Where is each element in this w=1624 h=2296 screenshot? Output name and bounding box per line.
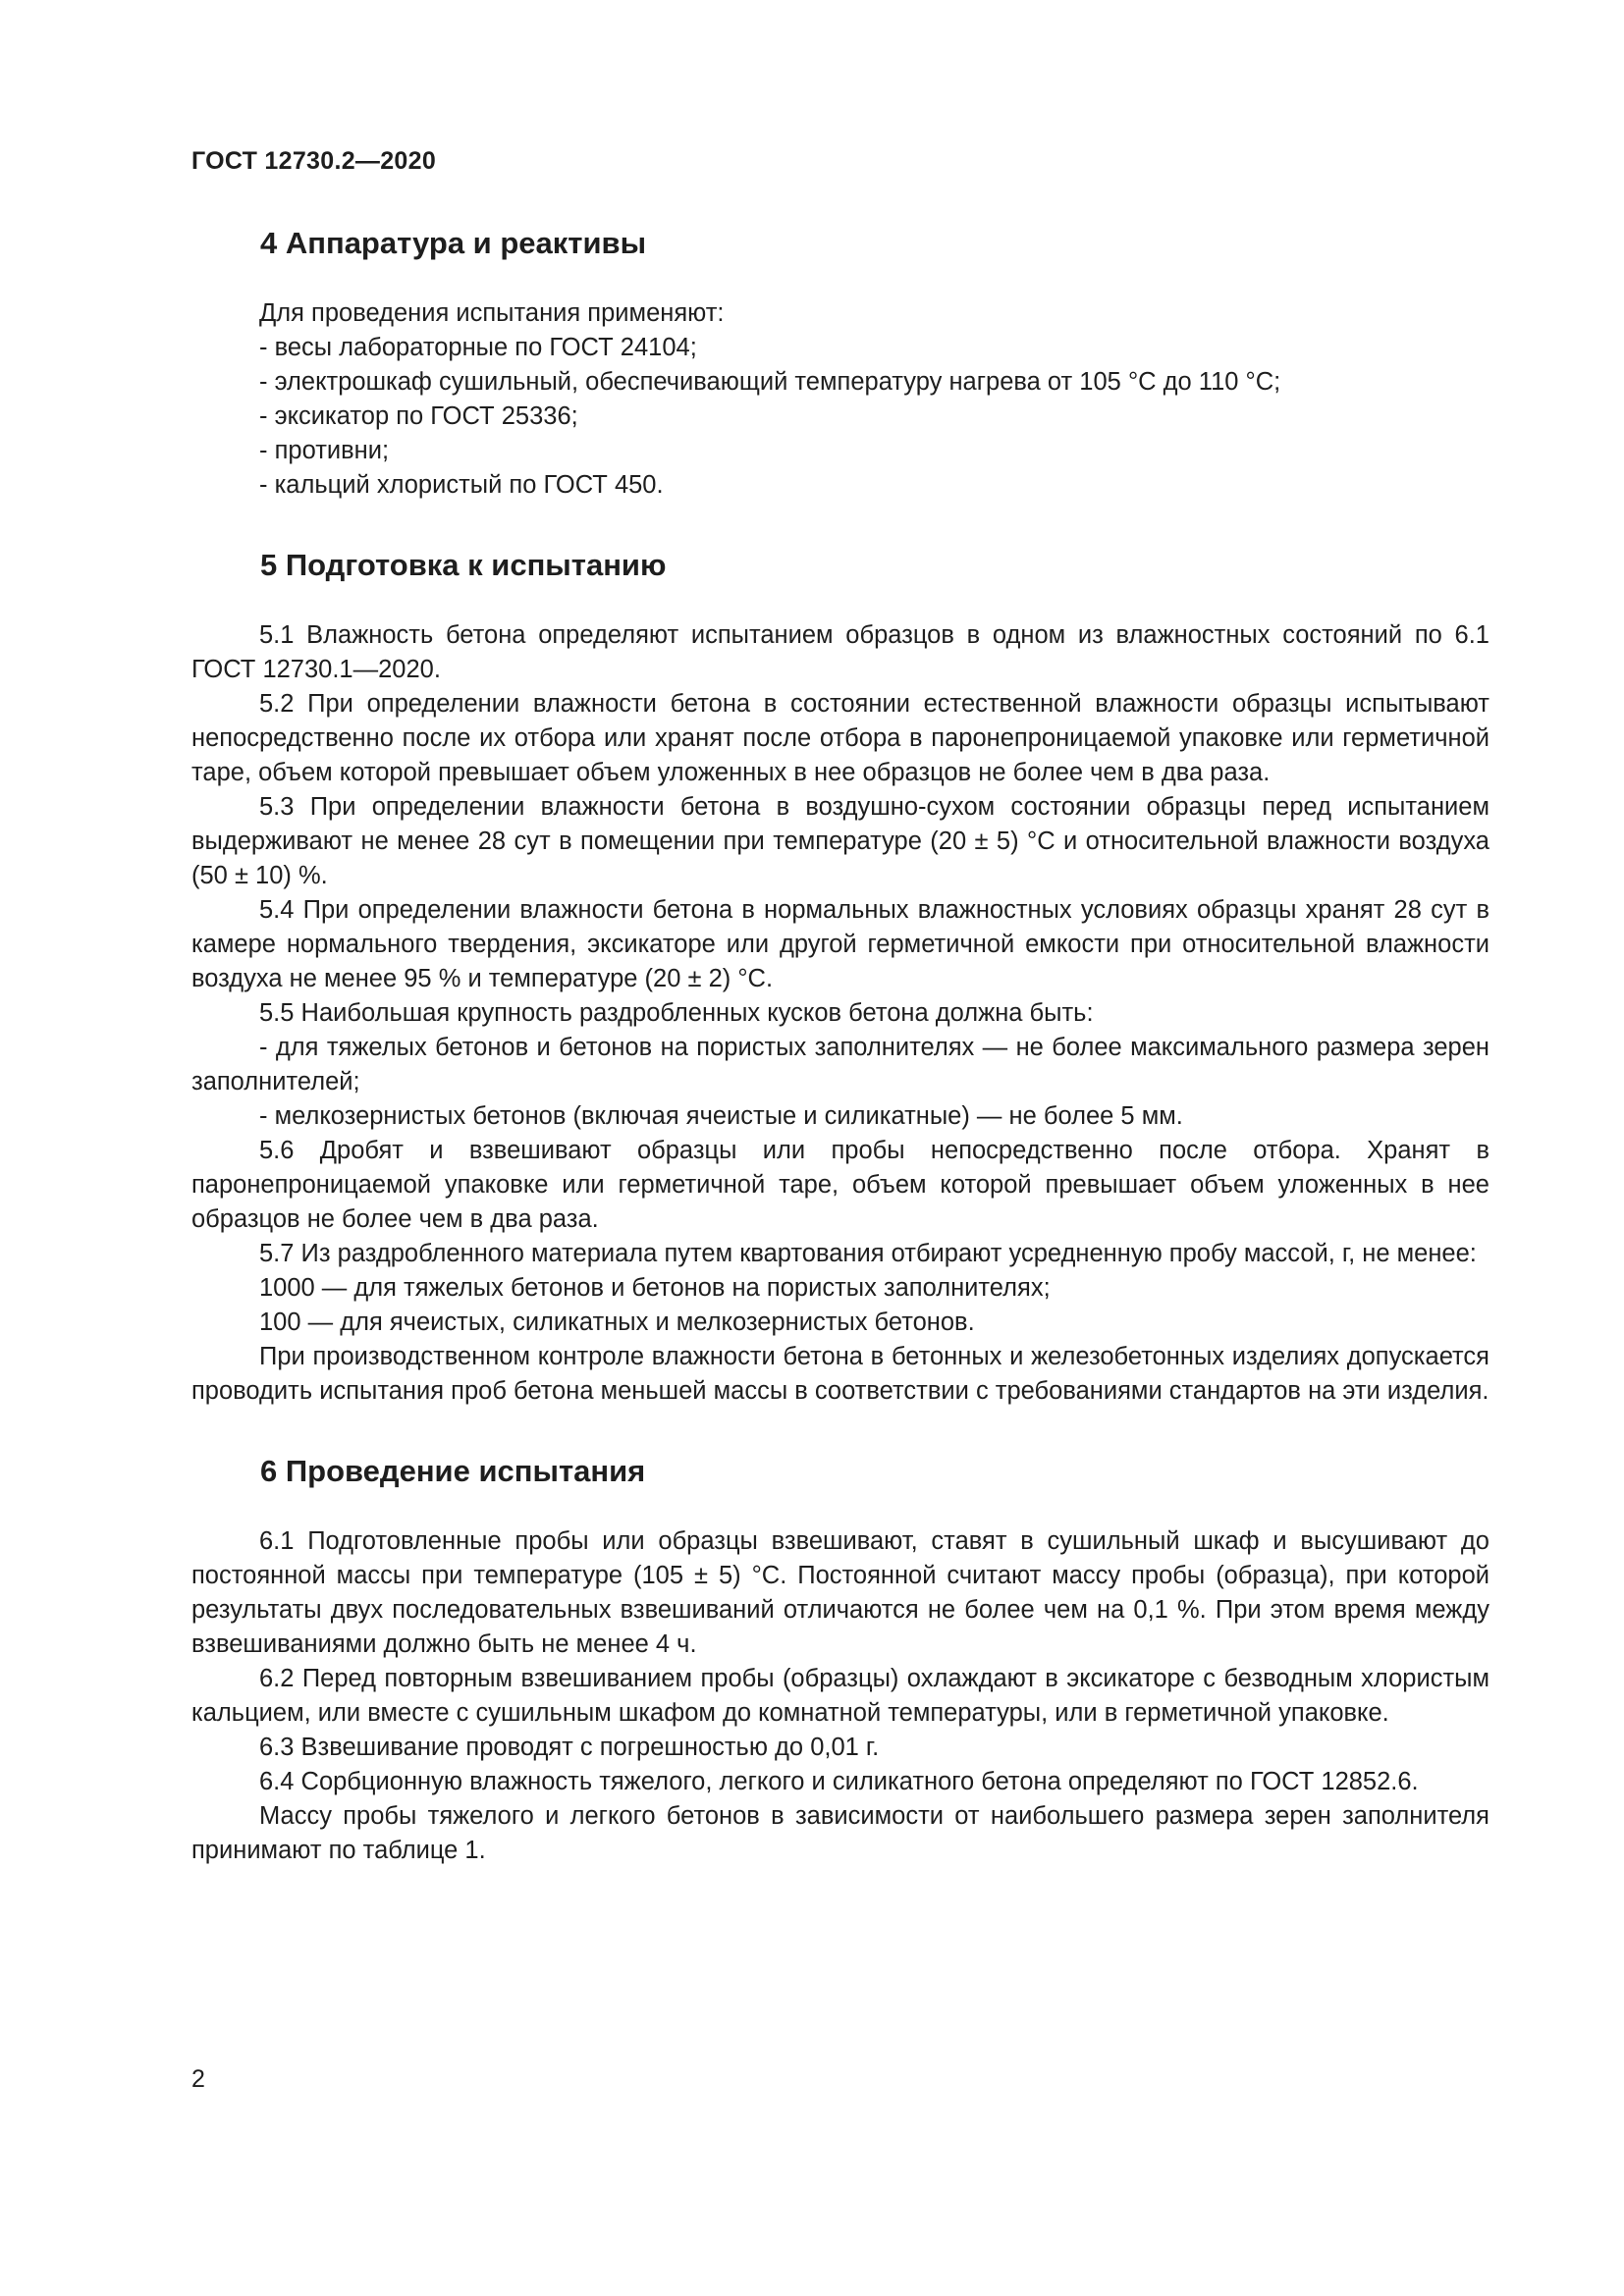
paragraph-5-7-note: При производственном контроле влажности бетона в бетонных и железобетонных изделиях допускается проводить испытания проб бетона меньшей массы в соответствии с требованиями стандартов на эти изделия. <box>191 1343 1489 1405</box>
section-4-item: - противни; <box>259 437 390 464</box>
paragraph-5-5: 5.5 Наибольшая крупность раздробленных кусков бетона должна быть: <box>259 999 1094 1027</box>
paragraph-5-5-item: - для тяжелых бетонов и бетонов на пористых заполнителях — не более максимального размера зерен заполнителей; <box>191 1034 1489 1095</box>
paragraph-6-4-note: Массу пробы тяжелого и легкого бетонов в зависимости от наибольшего размера зерен заполнителя принимают по таблице 1. <box>191 1802 1489 1864</box>
paragraph-6-3: 6.3 Взвешивание проводят с погрешностью до 0,01 г. <box>259 1734 880 1761</box>
document-body <box>191 224 1489 1911</box>
section-5-title: 5 Подготовка к испытанию <box>260 548 667 582</box>
paragraph-5-2: 5.2 При определении влажности бетона в состоянии естественной влажности образцы испытывают непосредственно после их отбора или хранят после отбора в паронепроницаемой упаковке или герметичной таре, объем которой превышает объем уложенных в нее образцов не более чем в два раза. <box>191 690 1489 786</box>
section-6-title: 6 Проведение испытания <box>260 1454 646 1488</box>
section-4-intro: Для проведения испытания применяют: <box>259 299 725 327</box>
section-6 <box>191 1452 1489 1868</box>
section-4-item: - весы лабораторные по ГОСТ 24104; <box>259 334 697 361</box>
paragraph-5-7: 5.7 Из раздробленного материала путем квартования отбирают усредненную пробу массой, г, не менее: <box>259 1240 1477 1267</box>
section-4-item: - кальций хлористый по ГОСТ 450. <box>259 471 664 499</box>
paragraph-6-1: 6.1 Подготовленные пробы или образцы взвешивают, ставят в сушильный шкаф и высушивают до постоянной массы при температуре (105 ± 5) °С. Постоянной считают массу пробы (образца), при которой результаты двух последовательных взвешиваний отличаются не более чем на 0,1 %. При этом время между взвешиваниями должно быть не менее 4 ч. <box>191 1527 1489 1658</box>
section-4-item: - электрошкаф сушильный, обеспечивающий температуру нагрева от 105 °С до 110 °С; <box>259 368 1281 396</box>
paragraph-5-6: 5.6 Дробят и взвешивают образцы или пробы непосредственно после отбора. Хранят в паронепроницаемой упаковке или герметичной таре, объем которой превышает объем уложенных в нее образцов не более чем в два раза. <box>191 1137 1489 1233</box>
section-4-title: 4 Аппаратура и реактивы <box>260 226 647 260</box>
paragraph-6-2: 6.2 Перед повторным взвешиванием пробы (образцы) охлаждают в эксикаторе с безводным хлористым кальцием, или вместе с сушильным шкафом до комнатной температуры, или в герметичной упаковке. <box>191 1665 1489 1727</box>
paragraph-5-1: 5.1 Влажность бетона определяют испытанием образцов в одном из влажностных состояний по 6.1 ГОСТ 12730.1—2020. <box>191 621 1489 683</box>
document-header: ГОСТ 12730.2—2020 <box>191 147 437 175</box>
paragraph-5-3: 5.3 При определении влажности бетона в воздушно-сухом состоянии образцы перед испытанием выдерживают не менее 28 сут в помещении при температуре (20 ± 5) °С и относительной влажности воздуха (50 ± 10) %. <box>191 793 1489 889</box>
section-5 <box>191 546 1489 1409</box>
paragraph-5-4: 5.4 При определении влажности бетона в нормальных влажностных условиях образцы хранят 28 сут в камере нормального твердения, эксикаторе или другой герметичной емкости при относительной влажности воздуха не менее 95 % и температуре (20 ± 2) °С. <box>191 896 1489 992</box>
section-4-item: - эксикатор по ГОСТ 25336; <box>259 402 578 430</box>
paragraph-5-7-item: 1000 — для тяжелых бетонов и бетонов на пористых заполнителях; <box>259 1274 1051 1302</box>
page-number: 2 <box>191 2065 205 2093</box>
paragraph-5-5-item: - мелкозернистых бетонов (включая ячеистые и силикатные) — не более 5 мм. <box>259 1102 1183 1130</box>
section-4 <box>191 224 1489 503</box>
paragraph-6-4: 6.4 Сорбционную влажность тяжелого, легкого и силикатного бетона определяют по ГОСТ 12852.6. <box>259 1768 1419 1795</box>
paragraph-5-7-item: 100 — для ячеистых, силикатных и мелкозернистых бетонов. <box>259 1308 975 1336</box>
